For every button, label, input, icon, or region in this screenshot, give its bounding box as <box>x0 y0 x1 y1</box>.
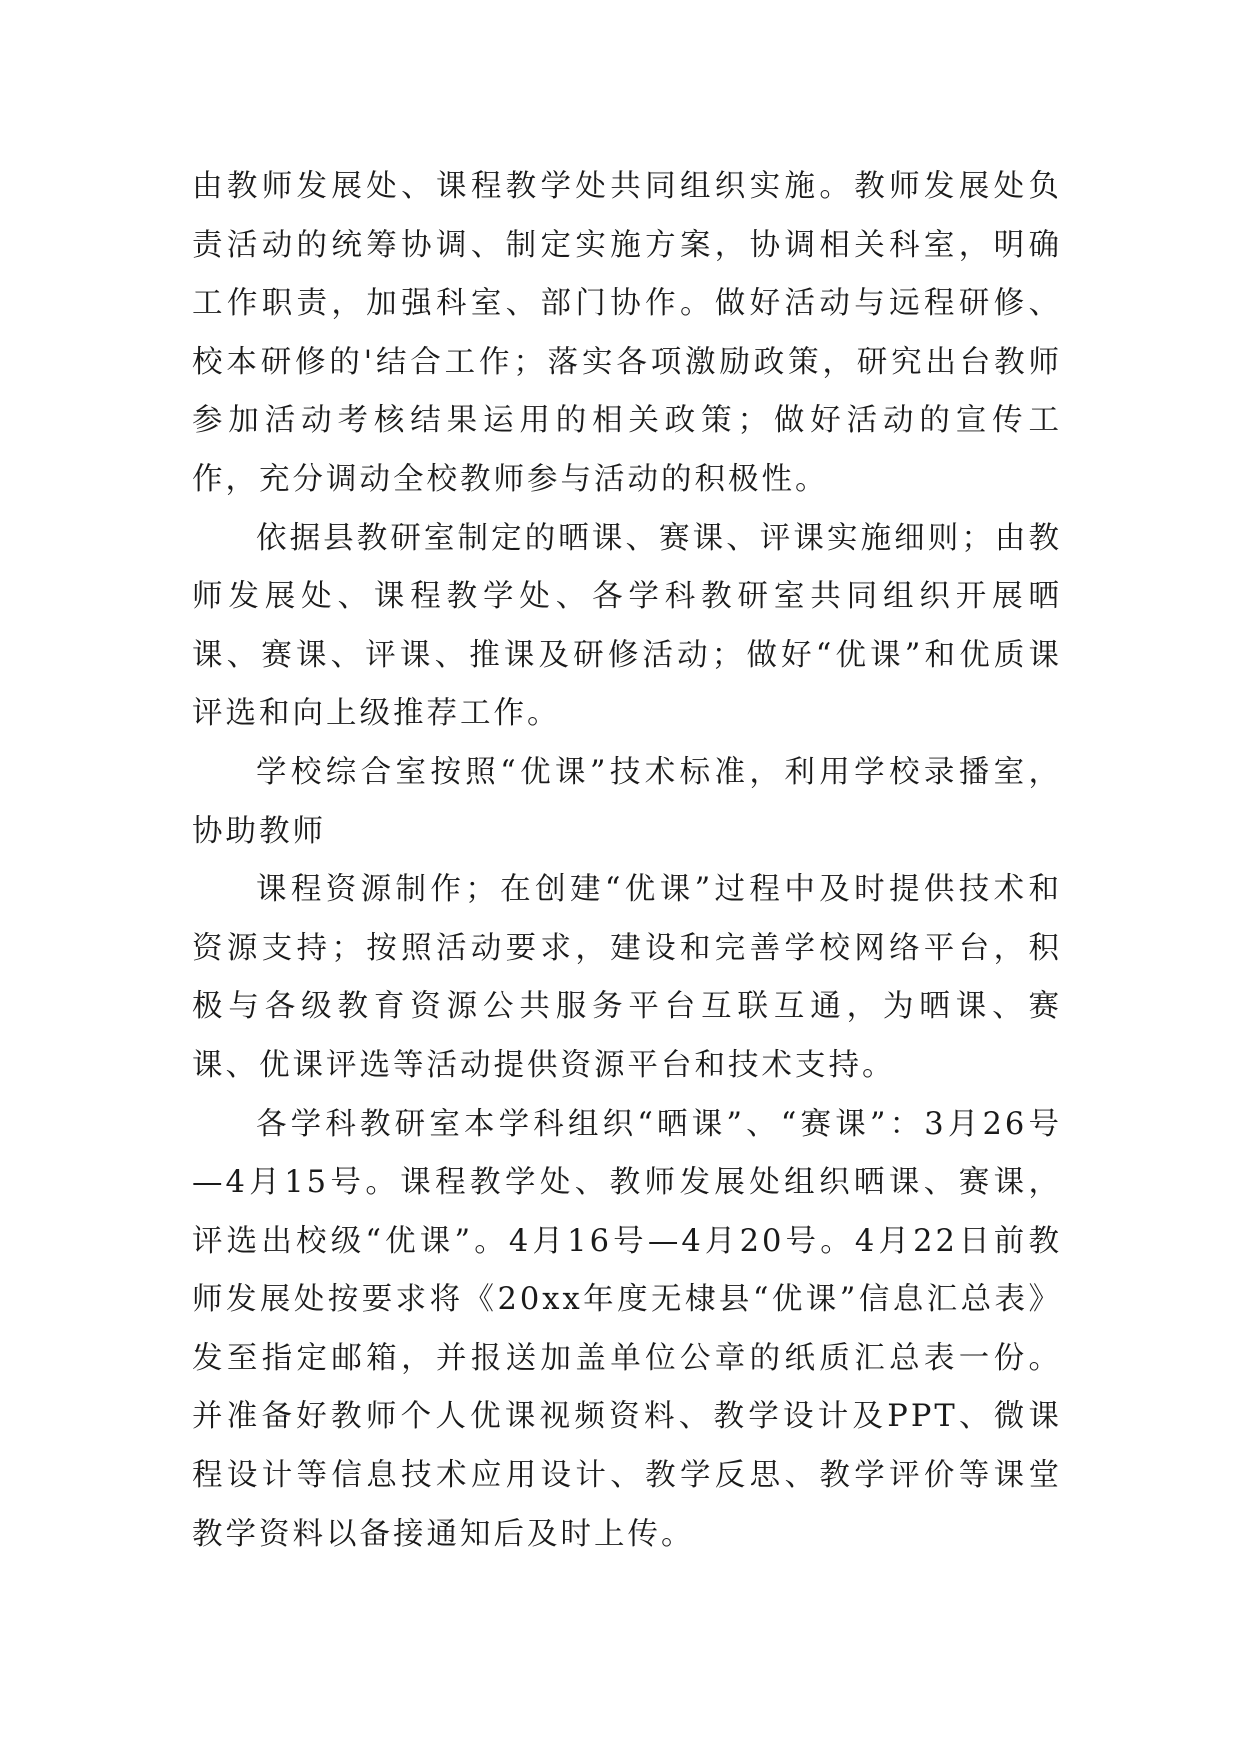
paragraph-2: 依据县教研室制定的晒课、赛课、评课实施细则；由教师发展处、课程教学处、各学科教研室共同组织开展晒课、赛课、评课、推课及研修活动；做好“优课”和优质课评选和向上级推荐工作。 <box>192 520 1062 732</box>
paragraph-5: 各学科教研室本学科组织“晒课”、“赛课”：3月26号—4月15号。课程教学处、教师发展处组织晒课、赛课，评选出校级“优课”。4月16号—4月20号。4月22日前教师发展处按要求将《20xx年度无棣县“优课”信息汇总表》发至指定邮箱，并报送加盖单位公章的纸质汇总表一份。并准备好教师个人优课视频资料、教学设计及PPT、微课程设计等信息技术应用设计、教学反思、教学评价等课堂教学资料以备接通知后及时上传。 <box>192 1106 1062 1552</box>
paragraph-1: 由教师发展处、课程教学处共同组织实施。教师发展处负责活动的统筹协调、制定实施方案，协调相关科室，明确工作职责，加强科室、部门协作。做好活动与远程研修、校本研修的'结合工作；落实各项激励政策，研究出台教师参加活动考核结果运用的相关政策；做好活动的宣传工作，充分调动全校教师参与活动的积极性。 <box>192 169 1062 497</box>
paragraph-4: 课程资源制作；在创建“优课”过程中及时提供技术和资源支持；按照活动要求，建设和完善学校网络平台，积极与各级教育资源公共服务平台互联互通，为晒课、赛课、优课评选等活动提供资源平台和技术支持。 <box>192 872 1062 1083</box>
paragraph-3: 学校综合室按照“优课”技术标准，利用学校录播室，协助教师 <box>192 754 1062 849</box>
document-body <box>192 158 1062 1564</box>
